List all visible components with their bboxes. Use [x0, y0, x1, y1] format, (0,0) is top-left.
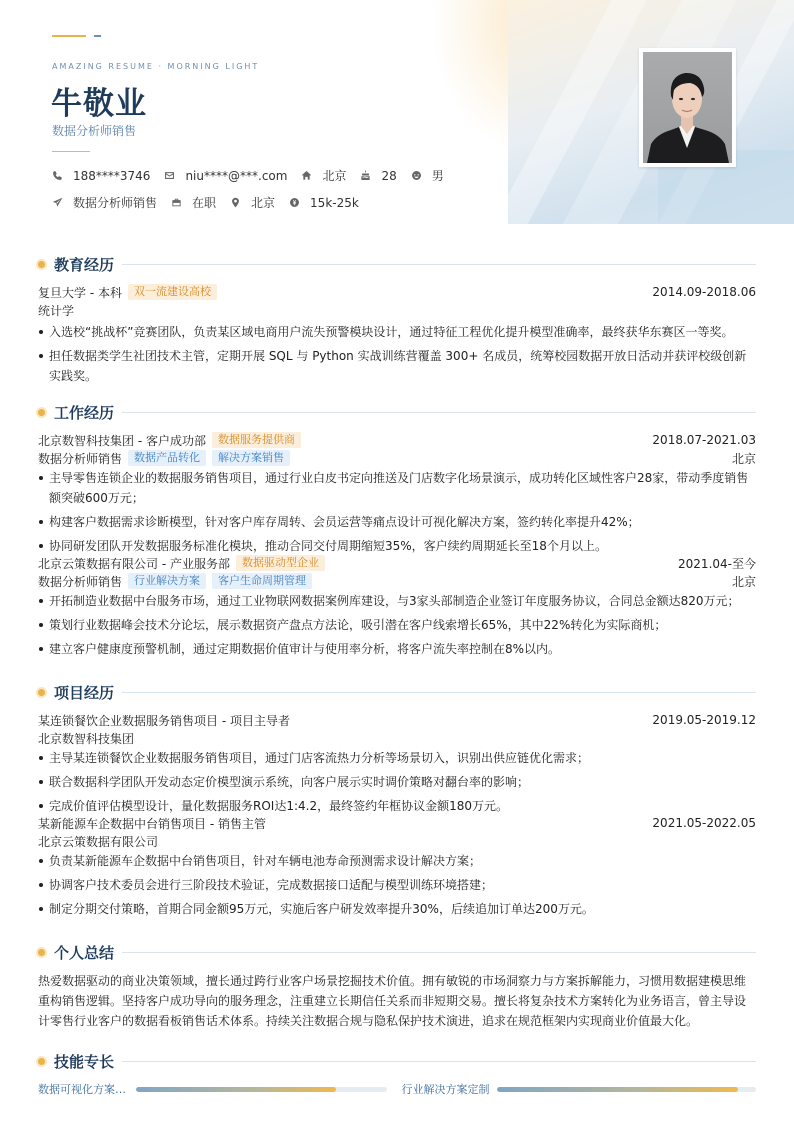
- skill-name: 行业解决方案定制: [401, 1083, 490, 1096]
- send-icon: [52, 197, 63, 208]
- list-item: 开拓制造业数据中台服务市场，通过工业物联网数据案例库建设，与3家头部制造企业签订年度服务协议，合同总金额达820万元；: [38, 591, 756, 611]
- school-name: 复旦大学 - 本科: [38, 285, 122, 300]
- work-entry: [38, 431, 756, 556]
- project-entry-head: [38, 814, 756, 832]
- project-entry: [38, 711, 756, 816]
- company-name: 北京数智科技集团 - 客户成功部: [38, 433, 206, 448]
- project-org: 北京云策数据有限公司: [38, 834, 159, 849]
- skill-name: 数据可视化方案…: [38, 1083, 126, 1096]
- age-info: [360, 169, 396, 183]
- list-item: 主导某连锁餐饮企业数据服务销售项目，通过门店客流热力分析等场景切入，识别出供应链优化需求；: [38, 748, 756, 768]
- work-date: 2021.04-至今: [678, 556, 756, 571]
- summary-title: 个人总结: [54, 943, 115, 962]
- accent-line: [52, 35, 86, 37]
- mail-icon: [164, 170, 175, 181]
- section-bullet-icon: [38, 409, 45, 416]
- work-bullets: [38, 591, 756, 659]
- work-bullets: [38, 468, 756, 556]
- skill-bar-fill: [136, 1087, 337, 1092]
- home-info: [301, 167, 346, 184]
- section-bullet-icon: [38, 689, 45, 696]
- skill-bar-fill: [497, 1087, 738, 1092]
- summary-section: [38, 942, 756, 1031]
- profile-photo-image: [643, 52, 732, 163]
- position-tag: 行业解决方案: [128, 573, 206, 589]
- project-date: 2021.05-2022.05: [652, 816, 756, 830]
- age-text: 28: [381, 168, 397, 183]
- candidate-title: 数据分析师销售: [52, 124, 137, 138]
- work-entry: [38, 554, 756, 659]
- project-entry-head: [38, 711, 756, 729]
- list-item: 完成价值评估模型设计，量化数据服务ROI达1:4.2，最终签约年框协议金额180万元。: [38, 796, 756, 816]
- education-bullets: [38, 322, 756, 386]
- education-date: 2014.09-2018.06: [652, 285, 756, 299]
- status-text: 在职: [192, 196, 217, 210]
- contact-info-row: [52, 167, 458, 184]
- work-header: [38, 402, 756, 422]
- summary-text: 热爱数据驱动的商业决策领域，擅长通过跨行业客户场景挖掘技术价值。拥有敏锐的市场洞察力与方案拆解能力，习惯用数据建模思维重构销售逻辑。坚持客户成功导向的服务理念，注重建立长期信任关系而非短期交易。擅长将复杂技术方案转化为业务语言，曾主导设计零售行业客户的数据看板销售话术体系。持续关注数据合规与隐私保护技术演进，追求在规范框架内实现商业价值最大化。: [38, 974, 747, 1028]
- gender-icon: [411, 170, 422, 181]
- projects-header: [38, 682, 756, 702]
- education-entry: [38, 283, 756, 386]
- salary-text: 15k-25k: [310, 195, 359, 210]
- position-tag: 解决方案销售: [212, 450, 290, 466]
- target-job-text: 数据分析师销售: [73, 196, 158, 210]
- resume-header: [0, 0, 794, 224]
- email-info: [164, 169, 287, 183]
- projects-section: [38, 682, 756, 923]
- accent-dash: [94, 35, 101, 37]
- email-text: niu****@***.com: [185, 168, 288, 183]
- list-item: 协同研发团队开发数据服务标准化模块，推动合同交付周期缩短35%，客户续约周期延长至18个月以上。: [38, 536, 756, 556]
- position: 数据分析师销售: [38, 451, 123, 466]
- list-item: 构建客户数据需求诊断模型，针对客户库存周转、会员运营等痛点设计可视化解决方案，签约转化率提升42%；: [38, 512, 756, 532]
- company-tag: 数据驱动型企业: [236, 555, 325, 571]
- location-pin-icon: [230, 197, 241, 208]
- skill-bar: [497, 1087, 756, 1092]
- work-city: 北京: [731, 451, 756, 466]
- section-divider: [122, 412, 756, 413]
- work-entry-head: [38, 554, 756, 572]
- section-divider: [122, 692, 756, 693]
- projects-title: 项目经历: [54, 683, 115, 702]
- list-item: 担任数据类学生社团技术主管，定期开展 SQL 与 Python 实战训练营覆盖 300+ 名成员，统筹校园数据开放日活动并获评校级创新实践奖。: [38, 346, 756, 386]
- project-entry: [38, 814, 756, 919]
- education-section: [38, 254, 756, 390]
- education-header: [38, 254, 756, 274]
- list-item: 入选校“挑战杯”竞赛团队，负责某区域电商用户流失预警模块设计，通过特征工程优化提升模型准确率，最终获华东赛区一等奖。: [38, 322, 756, 342]
- skills-title: 技能专长: [54, 1052, 115, 1071]
- list-item: 策划行业数据峰会技术分论坛，展示数据资产盘点方法论，吸引潜在客户线索增长65%，其中22%转化为实际商机；: [38, 615, 756, 635]
- project-org: 北京数智科技集团: [38, 731, 135, 746]
- school-tag: 双一流建设高校: [128, 284, 217, 300]
- section-bullet-icon: [38, 949, 45, 956]
- work-position-row: [38, 449, 756, 467]
- education-entry-head: [38, 283, 756, 301]
- section-bullet-icon: [38, 261, 45, 268]
- skill-bar: [136, 1087, 387, 1092]
- work-date: 2018.07-2021.03: [652, 433, 756, 447]
- list-item: 主导零售连锁企业的数据服务销售项目，通过行业白皮书定向推送及门店数字化场景演示，成功转化区域性客户28家，带动季度销售额突破600万元；: [38, 468, 756, 508]
- skills-header: [38, 1051, 756, 1071]
- project-org-row: [38, 729, 756, 747]
- home-icon: [301, 170, 312, 181]
- education-title: 教育经历: [54, 255, 115, 274]
- section-bullet-icon: [38, 1058, 45, 1065]
- resume-tagline: AMAZING RESUME · MORNING LIGHT: [52, 62, 260, 71]
- project-bullets: [38, 851, 756, 919]
- list-item: 制定分期交付策略，首期合同金额95万元，实施后客户研发效率提升30%，后续追加订单达200万元。: [38, 899, 756, 919]
- work-section: [38, 402, 756, 663]
- skills-list: [38, 1081, 756, 1097]
- position: 数据分析师销售: [38, 574, 123, 589]
- phone-text: 188****3746: [73, 168, 151, 183]
- profile-photo: [639, 48, 736, 167]
- list-item: 负责某新能源车企数据中台销售项目，针对车辆电池寿命预测需求设计解决方案；: [38, 851, 756, 871]
- salary-icon: [289, 197, 300, 208]
- project-date: 2019.05-2019.12: [652, 713, 756, 727]
- section-divider: [122, 952, 756, 953]
- gender-info: [411, 167, 444, 184]
- work-position-row: [38, 572, 756, 590]
- position-tag: 客户生命周期管理: [212, 573, 312, 589]
- major: 统计学: [38, 303, 75, 318]
- phone-info: [52, 169, 150, 183]
- location-text: 北京: [251, 196, 276, 210]
- company-tag: 数据服务提供商: [212, 432, 301, 448]
- project-name: 某连锁餐饮企业数据服务销售项目 - 项目主导者: [38, 713, 290, 728]
- title-underline: [52, 151, 90, 152]
- gender-text: 男: [431, 169, 444, 183]
- list-item: 联合数据科学团队开发动态定价模型演示系统，向客户展示实时调价策略对翻台率的影响；: [38, 772, 756, 792]
- job-info-row: [52, 194, 373, 211]
- list-item: 协调客户技术委员会进行三阶段技术验证，完成数据接口适配与模型训练环境搭建；: [38, 875, 756, 895]
- cake-icon: [360, 170, 371, 181]
- education-major-row: [38, 301, 756, 319]
- work-city: 北京: [731, 574, 756, 589]
- phone-icon: [52, 170, 63, 181]
- work-entry-head: [38, 431, 756, 449]
- project-name: 某新能源车企数据中台销售项目 - 销售主管: [38, 816, 266, 831]
- section-divider: [122, 264, 756, 265]
- company-name: 北京云策数据有限公司 - 产业服务部: [38, 556, 230, 571]
- project-bullets: [38, 748, 756, 816]
- candidate-name: 牛敬业: [51, 86, 147, 122]
- position-tag: 数据产品转化: [128, 450, 206, 466]
- briefcase-icon: [171, 197, 182, 208]
- salary-info: [289, 196, 359, 210]
- project-org-row: [38, 832, 756, 850]
- target-job-info: [52, 194, 157, 211]
- list-item: 建立客户健康度预警机制，通过定期数据价值审计与使用率分析，将客户流失率控制在8%以内。: [38, 639, 756, 659]
- summary-header: [38, 942, 756, 962]
- work-title: 工作经历: [54, 403, 115, 422]
- location-info: [230, 194, 275, 211]
- section-divider: [122, 1061, 756, 1062]
- status-info: [171, 194, 216, 211]
- home-text: 北京: [322, 169, 347, 183]
- skills-section: [38, 1051, 756, 1097]
